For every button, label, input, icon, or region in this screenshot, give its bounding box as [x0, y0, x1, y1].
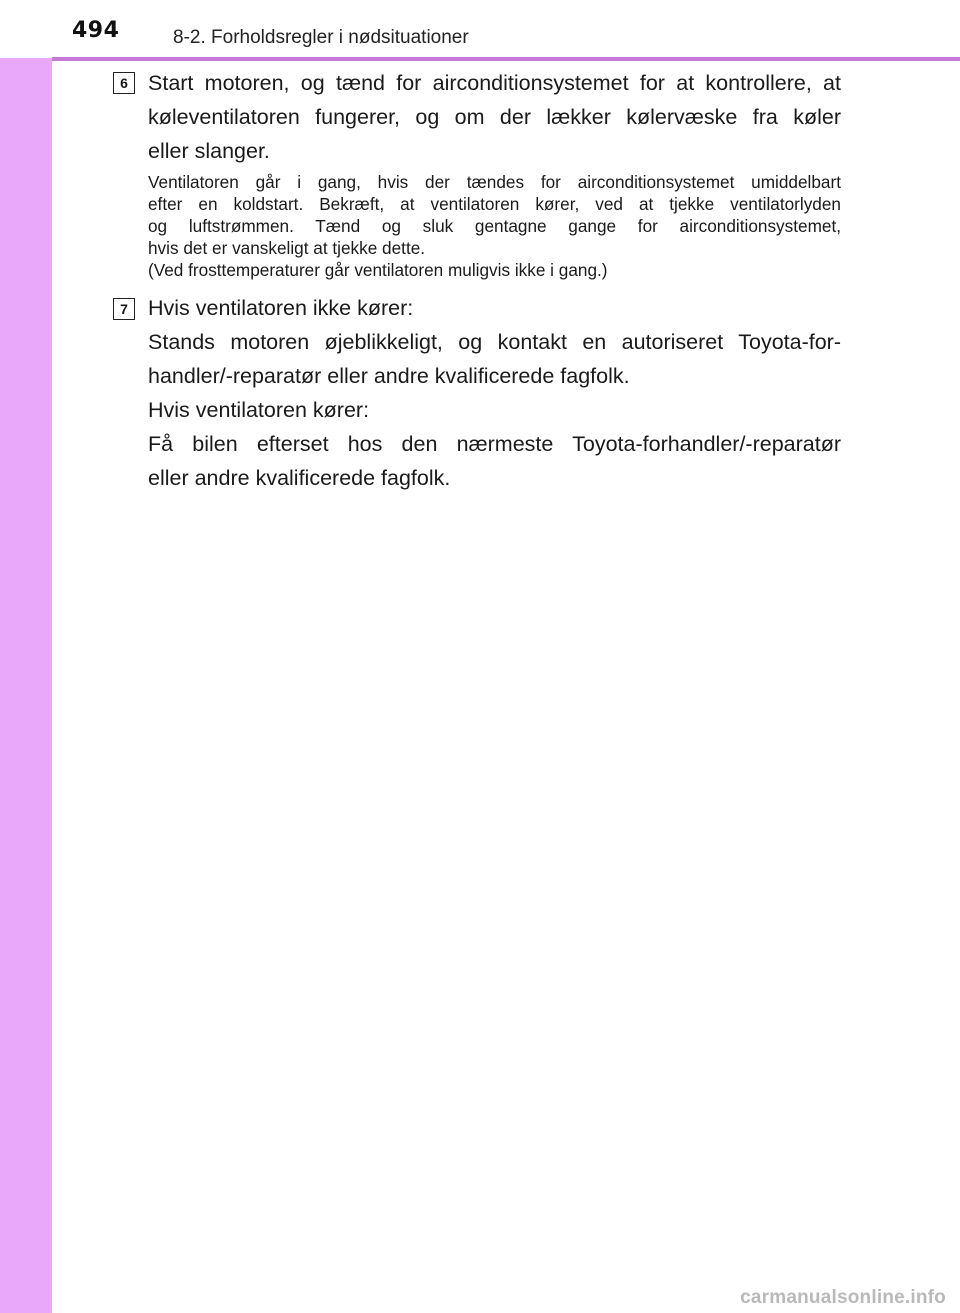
step-6-line-3: eller slanger. — [148, 139, 270, 163]
step-6-note-line-1: Ventilatoren går i gang, hvis der tændes for airconditionsystemet umiddelbart — [148, 172, 841, 192]
step-7-badge: 7 — [113, 298, 135, 320]
page-number: 494 — [72, 18, 120, 43]
step-6-badge: 6 — [113, 72, 135, 94]
step-6-note-line-5: (Ved frosttemperaturer går ventilatoren muligvis ikke i gang.) — [148, 260, 608, 280]
step-7-case-2 — [148, 393, 841, 495]
step-6-note — [148, 171, 841, 281]
step-7-case-1-line-2: Stands motoren øjeblikkeligt, og kontakt en autoriseret Toyota-for- — [148, 330, 841, 354]
header-corner — [0, 0, 52, 58]
step-7-case-2-line-3: eller andre kvalificerede fagfolk. — [148, 466, 451, 490]
step-7-case-1-line-1: Hvis ventilatoren ikke kører: — [148, 296, 414, 320]
step-6-note-line-3: og luftstrømmen. Tænd og sluk gentagne gange for airconditionsystemet, — [148, 216, 841, 236]
step-7-case-2-line-1: Hvis ventilatoren kører: — [148, 398, 370, 422]
header-rule — [52, 57, 960, 61]
step-6-note-line-2: efter en koldstart. Bekræft, at ventilatoren kører, ved at tjekke ventilatorlyden — [148, 194, 841, 214]
step-6-note-line-4: hvis det er vanskeligt at tjekke dette. — [148, 238, 426, 258]
step-6-text — [148, 66, 841, 168]
watermark: carmanualsonline.info — [740, 1287, 946, 1308]
section-title: 8-2. Forholdsregler i nødsituationer — [173, 27, 469, 48]
step-7-case-1 — [148, 291, 841, 393]
step-6-line-2: køleventilatoren fungerer, og om der lækker kølervæske fra køler — [148, 105, 841, 129]
step-7-case-2-line-2: Få bilen efterset hos den nærmeste Toyota-forhandler/-reparatør — [148, 432, 841, 456]
side-tab-band — [0, 0, 52, 1313]
step-6-line-1: Start motoren, og tænd for airconditionsystemet for at kontrollere, at — [148, 71, 841, 95]
step-7-case-1-line-3: handler/-reparatør eller andre kvalificerede fagfolk. — [148, 364, 630, 388]
